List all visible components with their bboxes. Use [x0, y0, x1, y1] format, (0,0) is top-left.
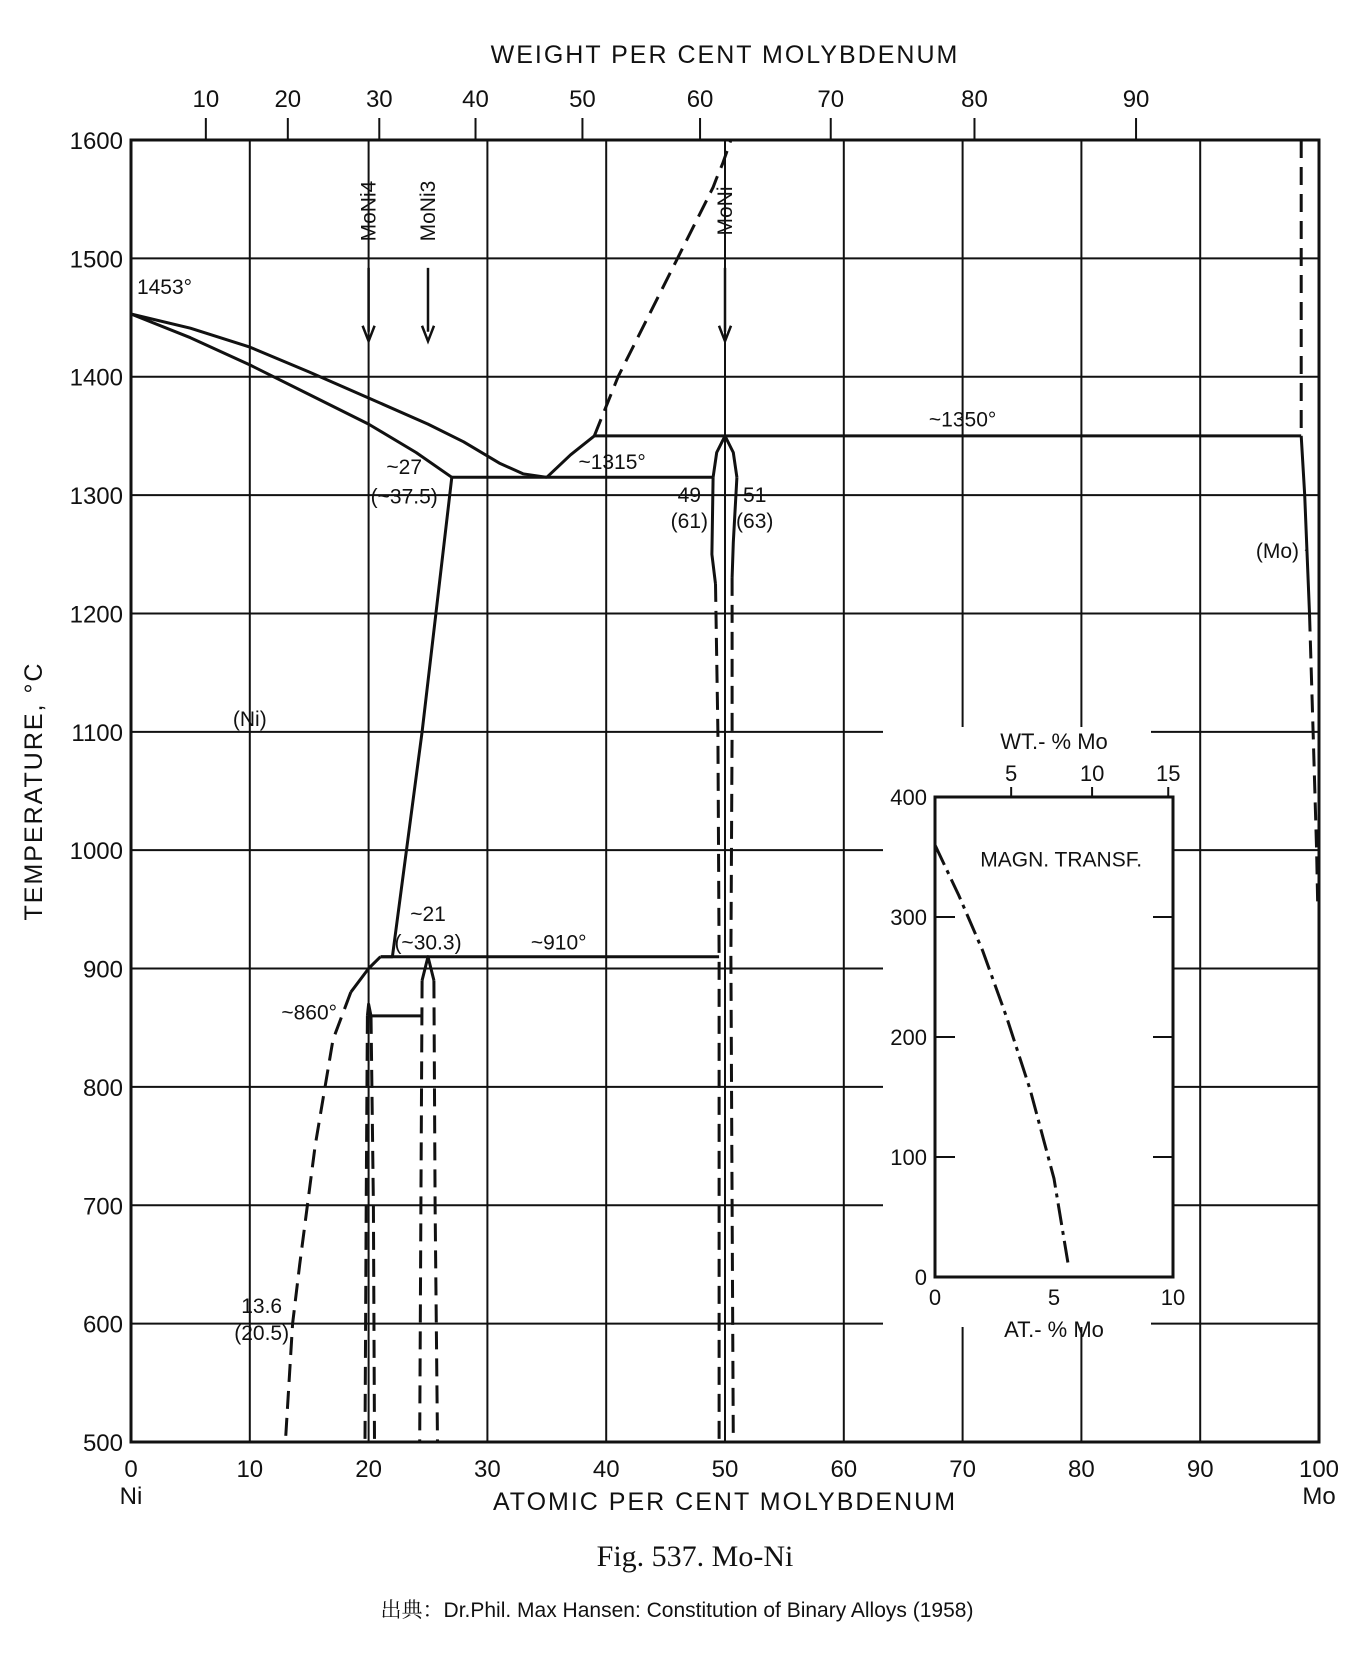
phase-boundary-24: [1301, 436, 1309, 614]
x-tick-label: 60: [830, 1456, 858, 1483]
phase-boundary-25: [1310, 614, 1318, 910]
phase-boundary-22: [434, 980, 438, 1442]
phase-boundary-4: [594, 140, 731, 436]
phase-label: (Mo): [1255, 539, 1300, 563]
x2-tick-label: 90: [1122, 86, 1150, 113]
diagram-annotation: (63): [736, 510, 774, 534]
diagram-annotation: ~1350°: [928, 408, 997, 432]
x-tick-label: 30: [474, 1456, 501, 1483]
diagram-annotation: ~27: [386, 455, 423, 479]
x-tick-label: 90: [1186, 1456, 1214, 1483]
x2-tick-label: 60: [686, 86, 714, 113]
top-axis-title: WEIGHT PER CENT MOLYBDENUM: [490, 41, 960, 69]
inset-x-tick-label: 5: [1047, 1285, 1061, 1310]
phase-label: (Ni): [232, 707, 267, 731]
phase-boundary-2: [131, 314, 452, 477]
compound-marker: [417, 181, 440, 342]
phase-boundary-21: [420, 980, 422, 1442]
phase-boundary-14: [351, 957, 381, 993]
x-end-label-left: Ni: [119, 1483, 143, 1510]
compound-markers: [358, 180, 737, 341]
inset-chart: [890, 729, 1185, 1342]
phase-boundary-12: [381, 477, 452, 956]
phase-boundary-17: [367, 1004, 371, 1016]
inset-y-tick-label: 300: [890, 905, 927, 930]
phase-boundary-19: [371, 1016, 375, 1442]
y-axis-title: TEMPERATURE, °C: [20, 661, 48, 921]
x-tick-label: 50: [711, 1456, 739, 1483]
phase-boundary-8: [712, 477, 716, 584]
x-end-label-right: Mo: [1302, 1483, 1336, 1510]
compound-label: MoNi4: [357, 180, 381, 242]
x2-tick-label: 40: [462, 86, 489, 113]
y-tick-label: 1500: [69, 246, 123, 274]
y-tick-label: 600: [82, 1311, 123, 1339]
compound-label: MoNi: [714, 186, 737, 236]
diagram-annotation: (~30.3): [394, 931, 462, 955]
y-tick-label: 1100: [71, 719, 123, 747]
x2-tick-label: 30: [365, 86, 393, 113]
temperature-axis: [70, 128, 123, 1457]
x-tick-label: 80: [1068, 1456, 1095, 1483]
y-tick-label: 1400: [69, 364, 123, 392]
y-tick-label: 1300: [69, 483, 123, 511]
inset-x2-tick-label: 15: [1155, 761, 1181, 786]
phase-boundary-11: [731, 578, 733, 1442]
y-tick-label: 900: [82, 956, 123, 984]
inset-y-tick-label: 200: [890, 1025, 927, 1050]
diagram-annotation: ~910°: [530, 931, 587, 955]
x-tick-label: 10: [236, 1456, 264, 1483]
diagram-annotation: ~21: [410, 903, 446, 927]
inset-title: MAGN. TRANSF.: [980, 848, 1143, 872]
inset-x-tick-label: 10: [1160, 1285, 1186, 1310]
inset-x2-tick-label: 5: [1005, 761, 1018, 786]
y-tick-label: 500: [82, 1430, 123, 1457]
diagram-annotation: ~860°: [281, 1001, 338, 1025]
inset-y-tick-label: 100: [890, 1145, 927, 1170]
inset-x-tick-label: 0: [928, 1285, 942, 1310]
phase-boundary-18: [365, 1016, 367, 1442]
weight-percent-axis: [192, 86, 1149, 140]
bottom-axis-title: ATOMIC PER CENT MOLYBDENUM: [492, 1488, 958, 1516]
x-tick-label: 100: [1298, 1456, 1340, 1483]
diagram-annotation: 13.6: [241, 1294, 283, 1318]
y-tick-label: 1000: [69, 838, 123, 866]
x2-tick-label: 10: [192, 86, 220, 113]
x-tick-label: 40: [592, 1456, 620, 1483]
phase-boundary-15: [285, 992, 350, 1442]
inset-y-tick-label: 400: [890, 785, 927, 810]
diagram-annotation: (20.5): [234, 1322, 290, 1346]
diagram-annotation: (61): [670, 510, 709, 534]
inset-x-title: AT.- % Mo: [1004, 1317, 1104, 1342]
diagram-annotation: 49: [677, 484, 702, 508]
inset-x2-title: WT.- % Mo: [1000, 729, 1108, 754]
x2-tick-label: 70: [817, 86, 845, 113]
y-tick-label: 1600: [69, 128, 123, 155]
x2-tick-label: 80: [961, 86, 988, 113]
source-credit: 出典：Dr.Phil. Max Hansen: Constitution of Binary Alloys (1958): [380, 1599, 974, 1622]
x2-tick-label: 20: [274, 86, 302, 113]
diagram-annotation: (~37.5): [370, 485, 438, 509]
diagram-annotation: 1453°: [136, 275, 193, 299]
y-tick-label: 1200: [69, 601, 123, 629]
y-tick-label: 700: [82, 1193, 123, 1221]
x-tick-label: 20: [355, 1456, 382, 1483]
diagram-annotation: ~1315°: [578, 451, 646, 475]
y-tick-label: 800: [82, 1074, 123, 1102]
x-tick-label: 0: [124, 1456, 138, 1483]
compound-label: MoNi3: [417, 180, 440, 242]
diagram-annotation: 51: [743, 484, 767, 508]
phase-boundary-10: [716, 584, 720, 1442]
inset-x2-tick-label: 10: [1079, 761, 1105, 786]
figure-caption: Fig. 537. Mo-Ni: [596, 1540, 794, 1573]
x2-tick-label: 50: [569, 86, 596, 113]
inset-y-tick-label: 0: [914, 1265, 927, 1290]
x-tick-label: 70: [949, 1456, 976, 1483]
